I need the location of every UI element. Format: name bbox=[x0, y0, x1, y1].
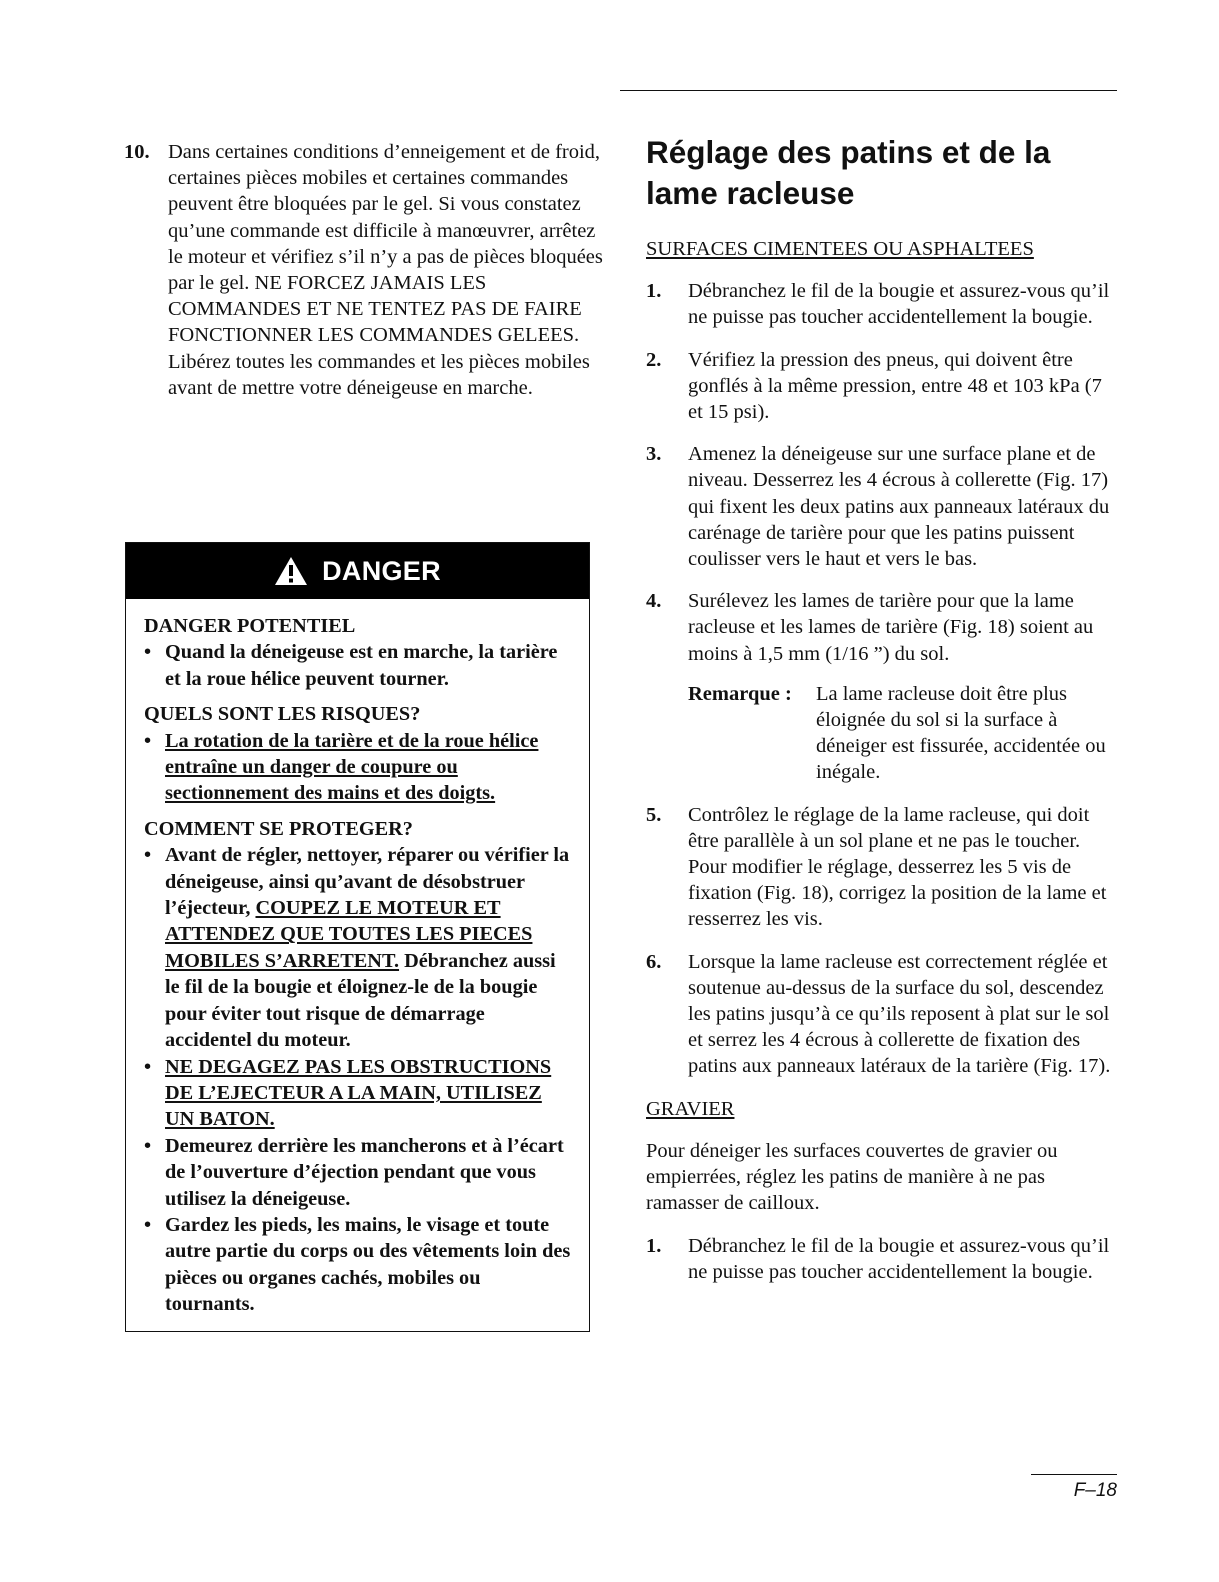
bullet-text-underlined: COUPEZ LE MOTEUR ET ATTENDEZ QUE TOUTES LES PIECES MOBILES S’ARRETENT. bbox=[165, 897, 533, 972]
step-number: 3. bbox=[646, 443, 662, 466]
item-text: Dans certaines conditions d’enneigement et de froid, certaines pièces mobiles et certaines commandes peuvent être bloquées par le gel. Si vous constatez qu’une commande est difficile à manœuvrer, arrêtez le moteur et vérifiez s’il n’y a pas de pièces bloquées par le gel. NE FORCEZ JAMAIS LES COMMANDES ET NE TENTEZ PAS DE FAIRE FONCTIONNER LES COMMANDES GELEES. Libérez toutes les commandes et les pièces mobiles avant de mettre votre déneigeuse en marche. bbox=[168, 141, 603, 399]
bullet-text: Débranchez aussi le fil de la bougie et éloignez-le de la bougie pour éviter tout risque de démarrage accidentel du moteur. bbox=[165, 949, 556, 1052]
section-title: Réglage des patins et de la lame racleuse bbox=[646, 134, 1051, 211]
bullet-icon: • bbox=[144, 1055, 152, 1078]
bullet-icon: • bbox=[144, 1134, 152, 1157]
note-text: La lame racleuse doit être plus éloignée du sol si la surface à déneiger est fissurée, accidentée ou inégale. bbox=[816, 682, 1106, 784]
danger-header bbox=[126, 543, 589, 599]
step-text: Contrôlez le réglage de la lame racleuse, qui doit être parallèle à un sol plane et ne pas le toucher. Pour modifier le réglage, desserrez les 5 vis de fixation (Fig. 18), corrigez la position de la lame et resserrez les vis. bbox=[688, 803, 1107, 931]
danger-title: DANGER bbox=[322, 555, 441, 586]
bullet-item bbox=[144, 842, 571, 1053]
bullet-text: Demeurez derrière les mancherons et à l’écart de l’ouverture d’éjection pendant que vous utilisez la déneigeuse. bbox=[165, 1134, 564, 1210]
note-label: Remarque : bbox=[688, 682, 792, 705]
step-number: 2. bbox=[646, 348, 662, 371]
step-number: 1. bbox=[646, 1234, 662, 1257]
step-number: 6. bbox=[646, 950, 662, 973]
step-item bbox=[646, 802, 1118, 933]
bullet-item bbox=[144, 639, 571, 692]
section-heading: COMMENT SE PROTEGER? bbox=[144, 817, 413, 840]
section-heading: DANGER POTENTIEL bbox=[144, 615, 356, 637]
step-text: Débranchez le fil de la bougie et assurez-vous qu’il ne puisse pas toucher accidentellement la bougie. bbox=[688, 280, 1110, 329]
page-number: F–18 bbox=[1073, 1480, 1117, 1501]
bullet-text: Avant de régler, nettoyer, réparer ou vérifier la déneigeuse, ainsi qu’avant de désobstruer l’éjecteur, bbox=[165, 844, 570, 920]
bullet-text: La rotation de la tarière et de la roue hélice entraîne un danger de coupure ou sectionnement des mains et des doigts. bbox=[165, 729, 539, 805]
step-number: 5. bbox=[646, 803, 662, 826]
step-text: Surélevez les lames de tarière pour que la lame racleuse et les lames de tarière (Fig. 18) soient au moins à 1,5 mm (1/16 ”) du sol. bbox=[688, 590, 1094, 665]
step-text: Lorsque la lame racleuse est correctement réglée et soutenue au-dessus de la surface du sol, descendez les patins jusqu’à ce qu’ils reposent à plat sur le sol et serrez les 4 écrous à collerette de fixation des patins aux panneaux latéraux de la tarière (Fig. 17). bbox=[688, 950, 1111, 1078]
step-item bbox=[646, 278, 1118, 330]
step-item bbox=[646, 949, 1118, 1080]
bullet-icon: • bbox=[144, 729, 152, 752]
bullet-icon: • bbox=[144, 844, 152, 867]
step-item bbox=[646, 588, 1118, 667]
bullet-icon: • bbox=[144, 1213, 152, 1236]
step-item bbox=[646, 441, 1118, 572]
bullet-text: Gardez les pieds, les mains, le visage et toute autre partie du corps ou des vêtements loin des pièces ou organes cachés, mobiles ou tournants. bbox=[165, 1213, 571, 1316]
bullet-item bbox=[144, 1133, 571, 1212]
bullet-item bbox=[144, 1212, 571, 1318]
section-heading: QUELS SONT LES RISQUES? bbox=[144, 703, 421, 726]
step-text: Débranchez le fil de la bougie et assurez-vous qu’il ne puisse pas toucher accidentellement la bougie. bbox=[688, 1234, 1110, 1283]
paragraph: Pour déneiger les surfaces couvertes de gravier ou empierrées, réglez les patins de manière à ne pas ramasser de cailloux. bbox=[646, 1139, 1058, 1215]
item-number: 10. bbox=[124, 141, 150, 163]
step-item bbox=[646, 1233, 1118, 1285]
step-text: Vérifiez la pression des pneus, qui doivent être gonflés à la même pression, entre 48 et 103 kPa (7 et 15 psi). bbox=[688, 348, 1102, 424]
right-column bbox=[646, 132, 1118, 1285]
footer-rule bbox=[1031, 1474, 1117, 1475]
bullet-item bbox=[144, 728, 571, 807]
step-item bbox=[646, 347, 1118, 426]
subsection-heading: SURFACES CIMENTEES OU ASPHALTEES bbox=[646, 238, 1034, 260]
step-number: 4. bbox=[646, 590, 662, 613]
list-item-10 bbox=[124, 139, 604, 401]
step-text: Amenez la déneigeuse sur une surface plane et de niveau. Desserrez les 4 écrous à collerette (Fig. 17) qui fixent les deux patins aux panneaux latéraux du carénage de tarière pour que les patins puissent coulisser vers le haut et vers le bas. bbox=[688, 443, 1110, 571]
header-rule bbox=[620, 90, 1117, 91]
bullet-icon: • bbox=[144, 641, 152, 664]
danger-body bbox=[126, 599, 589, 1318]
bullet-text: NE DEGAGEZ PAS LES OBSTRUCTIONS DE L’EJECTEUR A LA MAIN, UTILISEZ UN BATON. bbox=[165, 1055, 552, 1131]
warning-triangle-icon bbox=[274, 556, 308, 586]
step-number: 1. bbox=[646, 280, 662, 303]
note bbox=[688, 681, 1118, 786]
subsection-heading: GRAVIER bbox=[646, 1097, 735, 1120]
bullet-item bbox=[144, 1054, 571, 1133]
danger-box bbox=[125, 542, 590, 1332]
bullet-text: Quand la déneigeuse est en marche, la tarière et la roue hélice peuvent tourner. bbox=[165, 641, 558, 690]
